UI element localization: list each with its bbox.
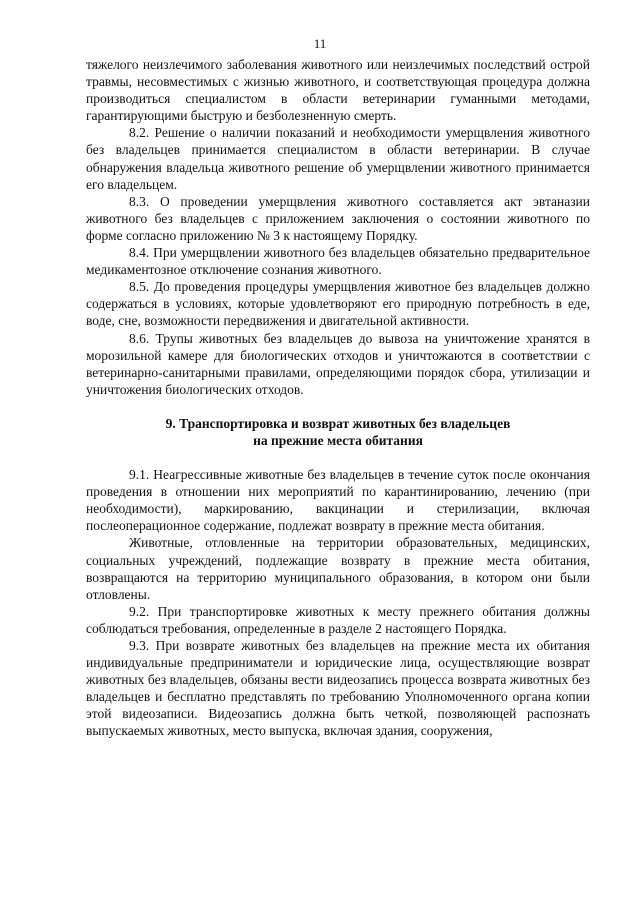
page-number: 11 [313, 36, 327, 51]
paragraph-8-3: 8.3. О проведении умерщвления животного составляется акт эвтаназии животного без владельцев с приложением заключения о состоянии животного по форме согласно приложению № 3 к настоящему Порядку. [86, 193, 590, 243]
paragraph-9-2: 9.2. При транспортировке животных к месту прежнего обитания должны соблюдаться требования, определенные в разделе 2 настоящего Порядка. [86, 603, 590, 636]
section-9-heading [86, 415, 590, 449]
paragraph-8-6: 8.6. Трупы животных без владельцев до вывоза на уничтожение хранятся в морозильной камере для биологических отходов и уничтожаются в соответствии с ветеринарно-санитарными правилами, определяющими порядок сбора, утилизации и уничтожения биологических отходов. [86, 330, 590, 397]
document-body [86, 56, 590, 740]
section-9-heading-line-1: 9. Транспортировка и возврат животных без владельцев [165, 415, 511, 431]
paragraph-9-3: 9.3. При возврате животных без владельцев на прежние места их обитания индивидуальные предприниматели и юридические лица, осуществляющие возврат животных без владельцев, обязаны вести видеозапись процесса возврата животных без владельцев и бесплатно представлять по требованию Уполномоченного органа копии этой видеозаписи. Видеозапись должна быть четкой, позволяющей распознать выпускаемых животных, место выпуска, включая здания, сооружения, [86, 638, 590, 739]
section-9-heading-line-2: на прежние места обитания [253, 432, 423, 448]
paragraph-8-1-continuation: тяжелого неизлечимого заболевания животного или неизлечимых последствий острой травмы, несовместимых с жизнью животного, и соответствующая процедура должна производиться специалистом в области ветеринарии гуманными методами, гарантирующими быструю и безболезненную смерть. [86, 57, 590, 124]
paragraph-8-2: 8.2. Решение о наличии показаний и необходимости умерщвления животного без владельцев принимается специалистом в области ветеринарии. В случае обнаружения владельца животного решение об умерщвлении животного принимается его владельцем. [86, 125, 590, 192]
paragraph-9-1: 9.1. Неагрессивные животные без владельцев в течение суток после окончания проведения в отношении них мероприятий по карантинированию, лечению (при необходимости), маркированию, вакцинации и стерилизации, включая послеоперационное содержание, подлежат возврату в прежние места обитания. [86, 467, 590, 534]
paragraph-8-5: 8.5. До проведения процедуры умерщвления животное без владельцев должно содержаться в условиях, которые удовлетворяют его природную потребность в еде, воде, сне, возможности передвижения и двигательной активности. [86, 279, 590, 329]
paragraph-9-1-b: Животные, отловленные на территории образовательных, медицинских, социальных учреждений, подлежащие возврату в прежние места обитания, возвращаются на территорию муниципального образования, в котором они были отловлены. [86, 535, 590, 602]
paragraph-8-4: 8.4. При умерщвлении животного без владельцев обязательно предварительное медикаментозное отключение сознания животного. [86, 245, 590, 278]
